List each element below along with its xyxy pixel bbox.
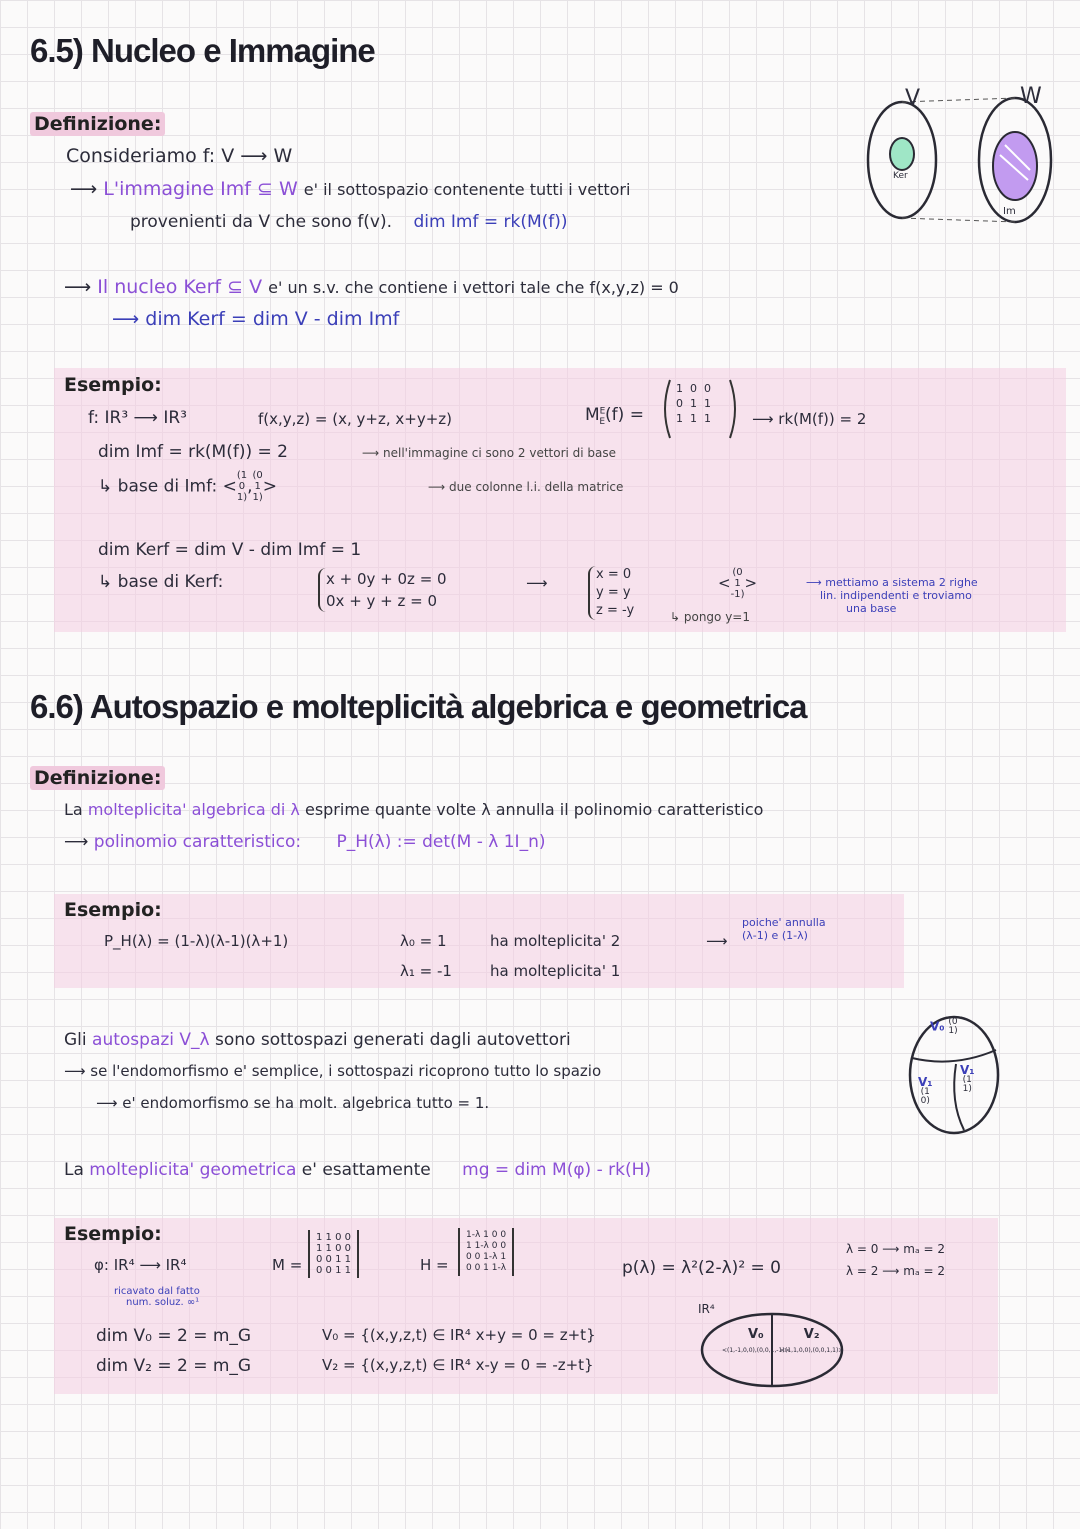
matrix-arg: (f) = <box>605 405 644 425</box>
circle-v1a <box>918 1076 933 1106</box>
v: 0 <box>951 1017 958 1027</box>
v: 0 <box>238 481 246 492</box>
circle-v1b <box>960 1064 975 1094</box>
kernel-basis-vector: (0 1 -1) <box>730 567 745 600</box>
circle-v0 <box>930 1018 958 1036</box>
kernel-definition <box>64 276 679 298</box>
note-3: una base <box>846 602 897 615</box>
v: 0 <box>256 470 263 481</box>
diagram-label-ker: Ker <box>893 171 908 181</box>
kernel-def-text: e' un s.v. che contiene i vettori tale che f(x,y,z) = 0 <box>268 278 679 297</box>
pre: Gli <box>64 1030 87 1050</box>
R4-label: IR⁴ <box>698 1302 715 1316</box>
section-title-6-5: 6.5) Nucleo e Immagine <box>30 32 375 69</box>
definition-label-2: Definizione: <box>30 766 165 790</box>
partition-V2 <box>780 1328 843 1358</box>
kernel-basis-note <box>806 576 978 615</box>
matrix-M-label <box>585 405 644 427</box>
geometric-def <box>64 1160 651 1180</box>
solve-arrow: ⟶ <box>526 574 548 592</box>
image-term: L'immagine Imf ⊆ W <box>103 178 298 200</box>
v: 1 <box>254 481 261 492</box>
sol-1: x = 0 <box>596 567 632 582</box>
m-row: 1 1 0 0 <box>316 1232 351 1243</box>
multiplicity-note <box>742 916 826 942</box>
m-cell: 1 <box>704 412 711 425</box>
m-cell: 1 <box>690 397 697 410</box>
example-map: f: IR³ ⟶ IR³ <box>88 408 187 428</box>
arrow: ⟶ <box>70 178 104 200</box>
image-def-text-2: provenienti da V che sono f(v). <box>130 212 393 232</box>
alg-mult-0: λ = 0 ⟶ mₐ = 2 <box>846 1242 945 1256</box>
system-eq-1: x + 0y + 0z = 0 <box>326 570 447 588</box>
h-row: 1 1-λ 0 0 <box>466 1241 507 1251</box>
kernel-solution <box>588 566 634 620</box>
v2: V₂ <box>803 1327 820 1342</box>
v: 0 <box>736 567 743 578</box>
sol-2: y = y <box>596 585 631 600</box>
geometric-formula: mg = dim M(φ) - rk(H) <box>462 1160 651 1180</box>
dim-V2: dim V₂ = 2 = m_G <box>96 1356 252 1376</box>
char-poly-formula: P_H(λ) := det(M - λ 1I_n) <box>336 832 546 852</box>
matrix-H <box>458 1228 514 1276</box>
dim-image: dim Imf = rk(M(f)) = 2 <box>98 442 288 462</box>
example-label-3: Esempio: <box>64 1223 162 1245</box>
v0: V₀ <box>930 1019 945 1034</box>
sol-3: z = -y <box>596 603 635 618</box>
definition-label: Definizione: <box>30 112 165 136</box>
eigenspace-term: autospazi V_λ <box>92 1030 210 1050</box>
kernel-dimension: ⟶ dim Kerf = dim V - dim Imf <box>112 308 400 330</box>
m-cell: 1 <box>690 412 697 425</box>
note-1: ⟶ mettiamo a sistema 2 righe <box>806 576 978 589</box>
pongo-note: ↳ pongo y=1 <box>670 610 750 624</box>
h-row: 0 0 1-λ 1 <box>466 1252 507 1262</box>
matrix-sub: E <box>599 417 606 428</box>
m-cell: 1 <box>704 397 711 410</box>
matrix-sup: E <box>599 406 606 417</box>
m-cell: 1 <box>676 382 683 395</box>
v: 1 <box>236 492 244 503</box>
kernel-term: Il nucleo Kerf ⊆ V <box>97 276 263 298</box>
algebraic-term: molteplicita' algebrica di λ <box>87 800 300 819</box>
lambda-1-mult: ha molteplicita' 1 <box>490 962 621 980</box>
lambda-1: λ₁ = -1 <box>400 962 452 980</box>
alg-mult-2: λ = 2 ⟶ mₐ = 2 <box>846 1264 945 1278</box>
note-2: lin. indipendenti e troviamo <box>820 589 972 602</box>
v1-vector: (1 0) <box>920 1087 930 1106</box>
h-row: 1-λ 1 0 0 <box>466 1230 507 1240</box>
rest: sono sottospazi generati dagli autovettori <box>215 1030 571 1050</box>
image-definition-line2 <box>130 212 568 232</box>
v1: V₁ <box>918 1075 933 1089</box>
dim-kernel: dim Kerf = dim V - dim Imf = 1 <box>98 540 362 560</box>
h-row: 0 0 1 1-λ <box>466 1263 507 1273</box>
derived-note <box>114 1286 200 1308</box>
dim-V0: dim V₀ = 2 = m_G <box>96 1326 252 1346</box>
lambda-0: λ₀ = 1 <box>400 932 447 950</box>
rank-result: ⟶ rk(M(f)) = 2 <box>752 410 867 428</box>
m-cell: 0 <box>690 382 697 395</box>
algebraic-def <box>64 800 763 819</box>
diagram-label-W: W <box>1020 84 1042 109</box>
section-title-6-6: 6.6) Autospazio e molteplicità algebrica e geometrica <box>30 688 807 725</box>
v: 1 <box>734 578 741 589</box>
matrix-M2-label: M = <box>272 1256 303 1274</box>
eigenspace-V2: V₂ = {(x,y,z,t) ∈ IR⁴ x-y = 0 = -z+t} <box>322 1356 594 1374</box>
example-label-2: Esempio: <box>64 899 162 921</box>
eigenspace-line3: ⟶ e' endomorfismo se ha molt. algebrica tutto = 1. <box>96 1094 490 1112</box>
v: 0 <box>920 1096 927 1106</box>
pre: La <box>64 1160 84 1180</box>
v: 1 <box>924 1087 930 1097</box>
matrix-name: M <box>585 405 600 425</box>
kernel-basis: <(0 1 -1)> <box>718 567 758 600</box>
basis-vector-2: (0 1 1) <box>252 470 263 503</box>
diagram-label-V: V <box>905 86 921 111</box>
matrix-H-label: H = <box>420 1256 449 1274</box>
m-row: 1 1 0 0 <box>316 1243 351 1254</box>
kernel-base-label: ↳ base di Kerf: <box>98 572 224 592</box>
def-pre: La <box>64 800 83 819</box>
image-dimension: dim Imf = rk(M(f)) <box>413 212 568 232</box>
v: 1 <box>948 1026 955 1036</box>
example-label: Esempio: <box>64 374 162 396</box>
m-cell: 0 <box>704 382 711 395</box>
v0-basis: <(1,-1,0,0),(0,0,1,-1)> <box>722 1347 790 1354</box>
v0: V₀ <box>747 1327 764 1342</box>
matrix-M <box>676 381 711 426</box>
kernel-system <box>318 568 447 612</box>
image-base-note: ⟶ due colonne l.i. della matrice <box>428 480 624 494</box>
v: 1 <box>252 492 259 503</box>
image-base: ↳ base di Imf: <(1 0 1),(0 1 1)> <box>98 470 278 503</box>
v: 1 <box>240 470 248 481</box>
example-function: f(x,y,z) = (x, y+z, x+y+z) <box>258 410 452 428</box>
m-cell: 1 <box>676 412 683 425</box>
note-1: poiche' annulla <box>742 916 826 929</box>
v: 1 <box>966 1075 972 1085</box>
diagram-label-im: Im <box>1003 206 1016 217</box>
eigenspace-V0: V₀ = {(x,y,z,t) ∈ IR⁴ x+y = 0 = z+t} <box>322 1326 596 1344</box>
lambda-0-mult: ha molteplicita' 2 <box>490 932 621 950</box>
m-row: 0 0 1 1 <box>316 1265 351 1276</box>
v: 1 <box>962 1084 969 1094</box>
image-definition-line1 <box>70 178 630 200</box>
image-base-label: ↳ base di Imf: < <box>98 476 237 497</box>
example-poly: P_H(λ) = (1-λ)(λ-1)(λ+1) <box>104 932 289 950</box>
system-eq-2: 0x + y + z = 0 <box>326 592 438 610</box>
arrow: ⟶ <box>64 832 89 852</box>
matrix-M2 <box>308 1230 359 1278</box>
dim-image-note: ⟶ nell'immagine ci sono 2 vettori di base <box>362 446 617 460</box>
geometric-term: molteplicita' geometrica <box>89 1160 297 1180</box>
v2: V₁ <box>960 1063 975 1077</box>
char-poly-def <box>64 832 545 852</box>
rest: e' esattamente <box>301 1160 431 1180</box>
char-poly-term: polinomio caratteristico: <box>93 832 302 852</box>
m-cell: 0 <box>676 397 683 410</box>
basis-vector-1: (1 0 1) <box>236 470 248 503</box>
example-map-phi: φ: IR⁴ ⟶ IR⁴ <box>94 1256 187 1274</box>
close: > <box>262 476 278 497</box>
note-2: (λ-1) e (1-λ) <box>742 929 808 942</box>
note-arrow: ⟶ <box>706 932 728 950</box>
def-rest: esprime quante volte λ annulla il polinomio caratteristico <box>304 800 764 819</box>
note-2: num. soluz. ∞¹ <box>126 1297 200 1308</box>
char-poly-example: p(λ) = λ²(2-λ)² = 0 <box>622 1258 782 1278</box>
eigenspace-line2: ⟶ se l'endomorfismo e' semplice, i sottospazi ricoprono tutto lo spazio <box>64 1062 602 1080</box>
v2-basis: <(1,1,0,0),(0,0,1,1)> <box>780 1347 844 1354</box>
v2-vector: (1 1) <box>962 1075 972 1094</box>
consider-map: Consideriamo f: V ⟶ W <box>66 145 293 167</box>
eigenspace-def <box>64 1030 571 1050</box>
m-row: 0 0 1 1 <box>316 1254 351 1265</box>
arrow: ⟶ <box>64 276 98 298</box>
v: -1 <box>730 589 741 600</box>
note-1: ricavato dal fatto <box>114 1286 200 1297</box>
v0-vector: (0 1) <box>948 1017 958 1036</box>
image-def-text: e' il sottospazio contenente tutti i vettori <box>303 180 631 199</box>
